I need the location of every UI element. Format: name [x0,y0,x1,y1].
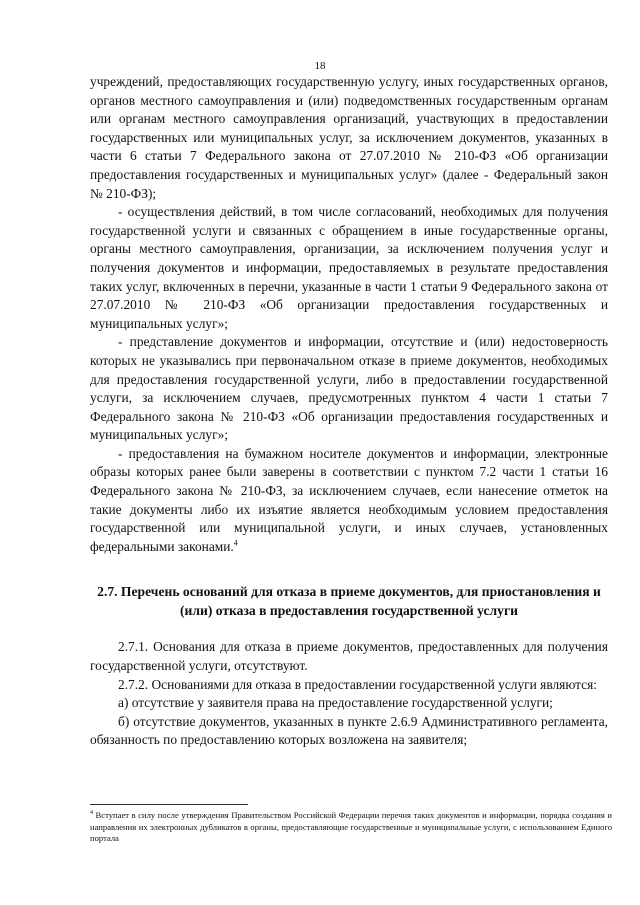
list-item: а) отсутствие у заявителя права на предоставление государственной услуги; [118,695,553,711]
document-body [90,73,608,750]
footnote-text: Вступает в силу после утверждения Правительством Российской Федерации перечня таких документов и информации, порядка создания и направления их электронных дубликатов в органы, предоставляющие государственные и муниципальные услуги, с использованием Единого портала [90,810,612,843]
paragraph: учреждений, предоставляющих государственную услугу, иных государственных органов, органов местного самоуправления и (или) подведомственных государственным органам или органам местного самоуправления организаций, участвующих в предоставлении государственных или муниципальных услуг, за исключением документов, указанных в части 6 статьи 7 Федерального закона от 27.07.2010 № 210-ФЗ «Об организации предоставления государственных и муниципальных услуг» (далее - Федеральный закон № 210-ФЗ); [90,74,608,201]
list-item: б) отсутствие документов, указанных в пункте 2.6.9 Административного регламента, обязанность по предоставлению которых возложена на заявителя; [90,713,608,748]
footnote [90,810,612,845]
page-number: 18 [314,60,326,72]
paragraph: 2.7.2. Основаниями для отказа в предоставлении государственной услуги являются: [118,676,597,692]
footnote-marker: 4 [90,810,93,817]
section-heading: 2.7. Перечень оснований для отказа в приеме документов, для приостановления и (или) отказа в предоставления государственной услуги [97,584,601,619]
paragraph: 2.7.1. Основания для отказа в приеме документов, предоставленных для получения государственной услуги, отсутствуют. [90,639,608,674]
paragraph: - представление документов и информации, отсутствие и (или) недостоверность которых не указывались при первоначальном отказе в приеме документов, необходимых для предоставления государственной услуги, либо в предоставлении государственной услуги, за исключением случаев, предусмотренных пунктом 4 части 1 статьи 7 Федерального закона № 210-ФЗ «Об организации предоставления государственных и муниципальных услуг»; [90,334,608,443]
footnote-reference: 4 [233,538,238,548]
paragraph: - осуществления действий, в том числе согласований, необходимых для получения государственной услуги и связанных с обращением в иные государственные органы, органы местного самоуправления, организации, за исключением получения услуг и получения документов и информации, предоставляемых в результате предоставления таких услуг, включенных в перечни, указанные в части 1 статьи 9 Федерального закона от 27.07.2010 № 210-ФЗ «Об организации предоставления государственных и муниципальных услуг»; [90,204,608,331]
paragraph [90,445,608,557]
paragraph-text: - предоставления на бумажном носителе документов и информации, электронные образы которых ранее были заверены в соответствии с пунктом 7.2 части 1 статьи 16 Федерального закона № 210-ФЗ, за исключением случаев, если нанесение отметок на такие документы либо их изъятие является необходимым условием предоставления государственной или муниципальной услуги, и иных случаев, установленных федеральными законами. [90,445,608,554]
footnote-divider [90,804,248,805]
